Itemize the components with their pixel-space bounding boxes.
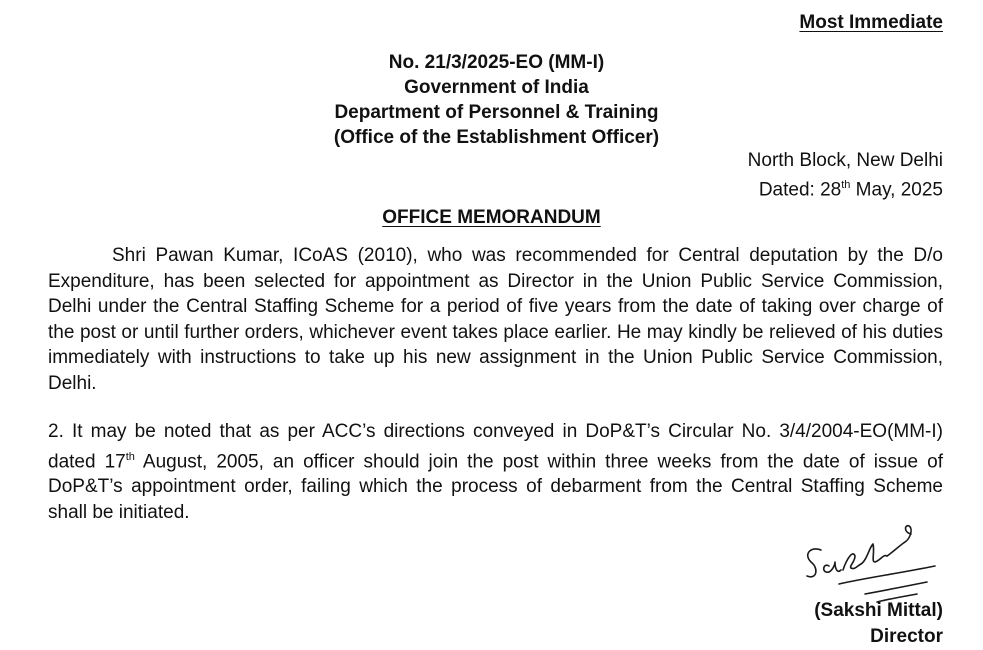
signature-strokes (807, 526, 935, 602)
date-line (748, 173, 943, 202)
file-number: No. 21/3/2025-EO (MM-I) (388, 52, 605, 73)
priority-label: Most Immediate (799, 12, 943, 33)
signature-h (861, 544, 887, 564)
office-name: (Office of the Establishment Officer) (333, 127, 660, 148)
signature-underline-2 (865, 582, 927, 594)
date-ordinal: th (841, 179, 851, 191)
government-name: Government of India (404, 77, 589, 98)
signature-i (887, 542, 905, 556)
paragraph-2-part-1: 2. It may be noted that as per ACC’s directions conveyed in DoP&T’s Circular No. 3/4/2004-EO(MM-I) dated 17 (48, 421, 943, 472)
department-name: Department of Personnel & Training (334, 102, 659, 123)
paragraph-2-part-2: August, 2005, an officer should join the post within three weeks from the date of issue of DoP&T’s appointment order, failing which the process of debarment from the Central Staffing Scheme shall be initiated. (48, 450, 943, 523)
handwritten-signature (795, 518, 955, 608)
memo-title: OFFICE MEMORANDUM (382, 207, 601, 228)
signature-k (843, 554, 861, 570)
signatory-name: (Sakshi Mittal) (814, 600, 943, 621)
paragraph-1: Shri Pawan Kumar, ICoAS (2010), who was recommended for Central deputation by the D/o Expenditure, has been selected for appointment as Director in the Union Public Service Commission, Delhi under the Central Staffing Scheme for a period of five years from the date of taking over charge of the post or until further orders, whichever event takes place earlier. He may kindly be relieved of his duties immediately with instructions to take up his new assignment in the Union Public Service Commission, Delhi. (48, 245, 943, 394)
signature-s (807, 549, 821, 577)
signature-loop (905, 526, 911, 542)
signatory-designation: Director (870, 626, 943, 647)
date-rest: May, 2025 (850, 179, 943, 201)
memo-header (0, 50, 983, 150)
location: North Block, New Delhi (747, 150, 943, 171)
place-and-date (748, 148, 943, 202)
paragraph-2-ordinal: th (125, 450, 135, 463)
signature-a (824, 562, 841, 572)
paragraph-2 (48, 419, 943, 525)
date-prefix: Dated: 28 (758, 179, 842, 201)
